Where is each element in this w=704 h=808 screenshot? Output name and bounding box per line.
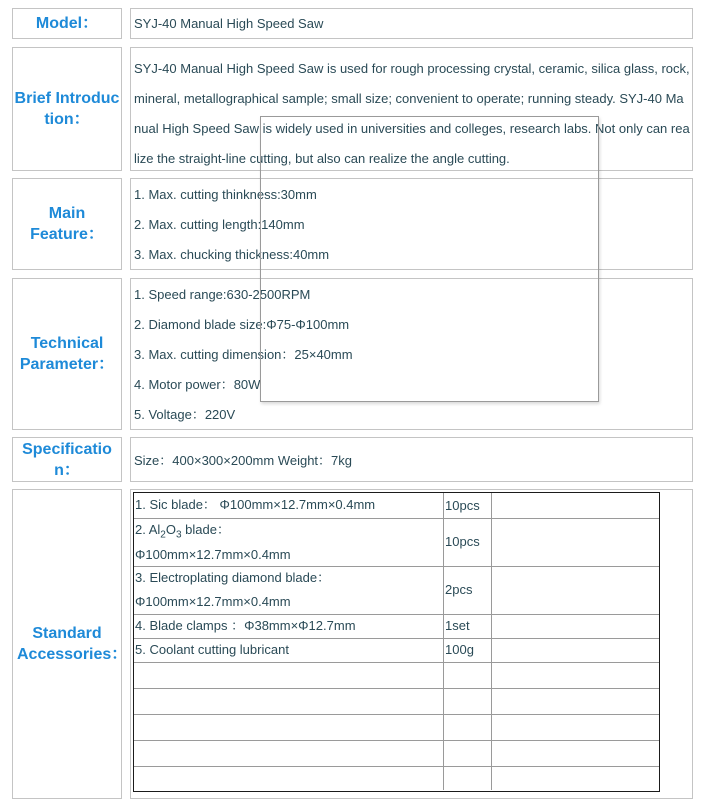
accessories-label-cell — [12, 489, 128, 799]
table-row — [134, 638, 659, 663]
accessory-qty: 2pcs — [445, 582, 473, 597]
technical-item-5: 5. Voltage：220V — [134, 407, 236, 422]
accessories-label: Standard Accessories： — [17, 625, 128, 663]
accessory-name: 4. Blade clamps ：Φ38mm×Φ12.7mm — [135, 618, 356, 633]
table-row-empty — [134, 766, 659, 790]
technical-item-1: 1. Speed range:630-2500RPM — [134, 287, 311, 302]
technical-label: Technical Parameter： — [19, 335, 115, 373]
model-label: Model： — [35, 15, 99, 32]
specification-label: Specification： — [22, 440, 112, 479]
accessory-name: 1. Sic blade： Φ100mm×12.7mm×0.4mm — [135, 497, 376, 512]
feature-item-1: 1. Max. cutting thinkness:30mm — [134, 187, 317, 202]
table-row — [134, 518, 659, 567]
technical-label-cell — [12, 278, 122, 430]
model-label-cell — [12, 8, 122, 39]
technical-item-4: 4. Motor power：80W — [134, 377, 261, 392]
table-row — [134, 493, 659, 519]
table-row — [134, 614, 659, 639]
intro-label: Brief Introduction： — [14, 90, 120, 128]
accessory-qty: 100g — [445, 642, 474, 657]
feature-label-cell — [12, 178, 122, 270]
intro-text-cell — [130, 47, 693, 171]
model-value: SYJ-40 Manual High Speed Saw — [134, 16, 324, 31]
accessory-qty: 10pcs — [445, 534, 480, 549]
table-row-empty — [134, 714, 659, 741]
technical-item-2: 2. Diamond blade size:Φ75-Φ100mm — [134, 317, 350, 332]
table-row-empty — [134, 662, 659, 689]
table-row-empty — [134, 688, 659, 715]
intro-label-cell — [12, 47, 122, 171]
specification-value: Size：400×300×200mm Weight：7kg — [134, 453, 352, 468]
accessory-qty: 10pcs — [445, 497, 480, 513]
accessory-name: 3. Electroplating diamond blade： — [135, 570, 331, 585]
accessory-spec: Φ100mm×12.7mm×0.4mm — [135, 594, 291, 609]
feature-list-cell — [130, 178, 693, 270]
feature-item-3: 3. Max. chucking thickness:40mm — [134, 247, 330, 262]
table-row-empty — [134, 740, 659, 767]
intro-text: SYJ-40 Manual High Speed Saw is used for rough processing crystal, ceramic, silica glass, rock, mineral, metallographical sample; small size; convenient to operate; running steady. SYJ-40 Manual High Speed Saw is widely used in universities and colleges, research labs. Not only can realize the straight-line cutting, but also can realize the angle cutting. — [134, 61, 690, 166]
technical-item-3: 3. Max. cutting dimension：25×40mm — [134, 347, 353, 362]
accessories-table — [133, 492, 660, 792]
table-row — [134, 566, 659, 615]
accessory-name: 2. $Al_2O_3$ blade： — [135, 522, 230, 541]
specification-value-cell — [130, 437, 693, 482]
accessory-qty: 1set — [445, 618, 470, 633]
model-value-cell — [130, 8, 693, 39]
specification-label-cell — [12, 437, 122, 482]
technical-list-cell — [130, 278, 693, 430]
feature-item-2: 2. Max. cutting length:140mm — [134, 217, 305, 232]
accessory-spec: Φ100mm×12.7mm×0.4mm — [135, 547, 291, 562]
feature-label: Main Feature： — [30, 205, 104, 243]
accessory-name: 5. Coolant cutting lubricant — [135, 642, 289, 657]
